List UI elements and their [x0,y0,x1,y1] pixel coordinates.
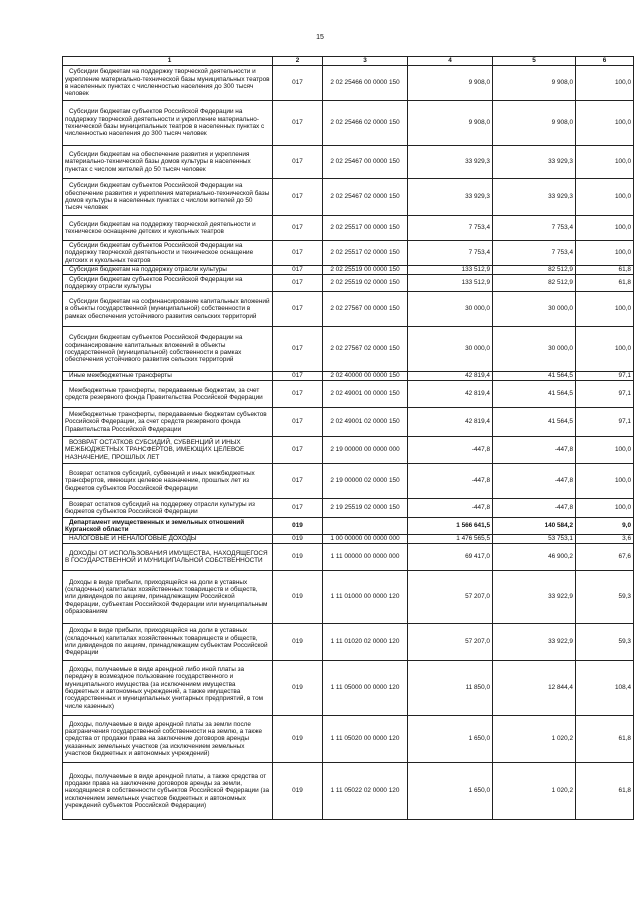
row-budget-code-cell: 2 02 27567 00 0000 150 [323,292,408,327]
row-admin-code-cell: 017 [273,327,323,372]
row-plan-cell: 30 000,0 [408,327,493,372]
row-plan-cell: 11 850,0 [408,661,493,716]
row-name-cell: Субсидии бюджетам на поддержку творческой деятельности и укрепление материально-технической базы муниципальных театров в населенных пунктах с численностью населения до 300 тысяч человек [63,66,273,101]
row-admin-code-cell: 017 [273,66,323,101]
row-admin-code-cell: 017 [273,241,323,266]
header-cell: 2 [273,57,323,66]
row-fact-cell: 30 000,0 [493,292,576,327]
row-plan-cell: 42 819,4 [408,381,493,408]
row-budget-code-cell: 1 00 00000 00 0000 000 [323,535,408,544]
table-row [63,464,634,499]
row-plan-cell: 133 512,9 [408,275,493,292]
row-fact-cell: 46 900,2 [493,544,576,571]
header-cell: 1 [63,57,273,66]
row-plan-cell: 1 476 565,5 [408,535,493,544]
row-fact-cell: 33 922,9 [493,624,576,661]
row-plan-cell: 57 207,0 [408,624,493,661]
row-plan-cell: -447,8 [408,437,493,464]
row-name-cell: Иные межбюджетные трансферты [63,372,273,381]
row-plan-cell: 33 929,3 [408,146,493,179]
row-name-cell: Субсидии бюджетам субъектов Российской Федерации на обеспечение развития и укрепления материально-технической базы домов культуры в населенных пунктах с числом жителей до 50 тысяч человек [63,179,273,216]
row-percent-cell: 61,8 [576,266,634,275]
table-row [63,179,634,216]
row-admin-code-cell: 019 [273,571,323,624]
row-plan-cell: -447,8 [408,464,493,499]
row-plan-cell: 7 753,4 [408,216,493,241]
row-name-cell: Доходы в виде прибыли, приходящейся на доли в уставных (складочных) капиталах хозяйственных товариществ и обществ, или дивидендов по акциям, принадлежащим Российской Федерации, субъектам Российской Федерации или муниципальным образованиям [63,571,273,624]
row-name-cell: Межбюджетные трансферты, передаваемые бюджетам субъектов Российской Федерации, за счет средств резервного фонда Правительства Российской Федерации [63,408,273,437]
row-admin-code-cell: 019 [273,544,323,571]
row-percent-cell: 3,6 [576,535,634,544]
row-plan-cell: 9 908,0 [408,66,493,101]
table-row [63,275,634,292]
row-fact-cell: 82 512,9 [493,266,576,275]
row-percent-cell: 59,3 [576,624,634,661]
row-budget-code-cell: 1 11 01020 02 0000 120 [323,624,408,661]
row-budget-code-cell: 2 19 25519 02 0000 150 [323,499,408,518]
row-fact-cell: 33 922,9 [493,571,576,624]
row-fact-cell: 7 753,4 [493,241,576,266]
table-row [63,661,634,716]
budget-table [62,56,634,820]
row-admin-code-cell: 017 [273,101,323,146]
header-cell: 6 [576,57,634,66]
row-name-cell: Доходы, получаемые в виде арендной платы за земли после разграничения государственной собственности на землю, а также средства от продажи права на заключение договоров аренды указанных земельных участков (за исключением земельных участков бюджетных и автономных учреждений) [63,716,273,763]
row-name-cell: ДОХОДЫ ОТ ИСПОЛЬЗОВАНИЯ ИМУЩЕСТВА, НАХОДЯЩЕГОСЯ В ГОСУДАРСТВЕННОЙ И МУНИЦИПАЛЬНОЙ СОБСТВЕННОСТИ [63,544,273,571]
row-percent-cell: 61,8 [576,763,634,820]
row-plan-cell: -447,8 [408,499,493,518]
row-budget-code-cell: 2 19 00000 02 0000 150 [323,464,408,499]
row-admin-code-cell: 019 [273,661,323,716]
table-row [63,372,634,381]
row-plan-cell: 9 908,0 [408,101,493,146]
row-fact-cell: -447,8 [493,499,576,518]
row-plan-cell: 1 650,0 [408,763,493,820]
row-budget-code-cell: 2 19 00000 00 0000 000 [323,437,408,464]
row-percent-cell: 100,0 [576,292,634,327]
row-plan-cell: 33 929,3 [408,179,493,216]
row-percent-cell: 100,0 [576,327,634,372]
page-number: 15 [316,34,324,41]
table-row [63,146,634,179]
row-name-cell: Субсидия бюджетам на поддержку отрасли культуры [63,266,273,275]
row-admin-code-cell: 019 [273,624,323,661]
row-budget-code-cell: 2 02 49001 00 0000 150 [323,381,408,408]
row-percent-cell: 97,1 [576,408,634,437]
row-plan-cell: 69 417,0 [408,544,493,571]
row-admin-code-cell: 019 [273,535,323,544]
table-row [63,241,634,266]
row-budget-code-cell: 1 11 05022 02 0000 120 [323,763,408,820]
row-admin-code-cell: 017 [273,266,323,275]
row-admin-code-cell: 017 [273,464,323,499]
row-admin-code-cell: 017 [273,292,323,327]
row-plan-cell: 7 753,4 [408,241,493,266]
row-fact-cell: 12 844,4 [493,661,576,716]
row-plan-cell: 42 819,4 [408,372,493,381]
row-budget-code-cell: 2 02 27567 02 0000 150 [323,327,408,372]
row-fact-cell: 33 929,3 [493,146,576,179]
row-admin-code-cell: 019 [273,763,323,820]
header-cell: 4 [408,57,493,66]
row-percent-cell: 100,0 [576,179,634,216]
table-row [63,544,634,571]
row-budget-code-cell: 1 11 01000 00 0000 120 [323,571,408,624]
row-name-cell: Субсидии бюджетам на обеспечение развития и укрепления материально-технической базы домов культуры в населенных пунктах с числом жителей до 50 тысяч человек [63,146,273,179]
row-fact-cell: 41 564,5 [493,381,576,408]
row-name-cell: Субсидии бюджетам на софинансирование капитальных вложений в объекты государственной (муниципальной) собственности в рамках обеспечения устойчивого развития сельских территорий [63,292,273,327]
table-row [63,518,634,535]
table-row [63,763,634,820]
row-budget-code-cell: 2 02 25519 02 0000 150 [323,275,408,292]
table-row [63,535,634,544]
table-row [63,101,634,146]
table-header-row [63,57,634,66]
row-percent-cell: 100,0 [576,146,634,179]
table-row [63,571,634,624]
row-budget-code-cell: 2 02 25466 02 0000 150 [323,101,408,146]
row-percent-cell: 100,0 [576,241,634,266]
row-fact-cell: 41 564,5 [493,408,576,437]
row-percent-cell: 100,0 [576,437,634,464]
row-percent-cell: 9,0 [576,518,634,535]
row-admin-code-cell: 017 [273,408,323,437]
row-fact-cell: 7 753,4 [493,216,576,241]
row-admin-code-cell: 017 [273,499,323,518]
table-row [63,716,634,763]
row-fact-cell: 1 020,2 [493,716,576,763]
row-percent-cell: 100,0 [576,464,634,499]
table-row [63,437,634,464]
row-name-cell: Субсидии бюджетам субъектов Российской Федерации на поддержку творческой деятельности и техническое оснащение детских и кукольных театров [63,241,273,266]
table-row [63,499,634,518]
row-fact-cell: 9 908,0 [493,101,576,146]
row-fact-cell: 53 753,1 [493,535,576,544]
row-name-cell: Субсидии бюджетам на поддержку творческой деятельности и техническое оснащение детских и кукольных театров [63,216,273,241]
table-row [63,381,634,408]
row-budget-code-cell: 1 11 00000 00 0000 000 [323,544,408,571]
row-percent-cell: 67,6 [576,544,634,571]
row-fact-cell: -447,8 [493,464,576,499]
row-fact-cell: 1 020,2 [493,763,576,820]
row-admin-code-cell: 017 [273,372,323,381]
row-plan-cell: 1 566 641,5 [408,518,493,535]
row-admin-code-cell: 019 [273,716,323,763]
row-admin-code-cell: 017 [273,146,323,179]
row-percent-cell: 61,8 [576,716,634,763]
row-fact-cell: 82 512,9 [493,275,576,292]
table-row [63,292,634,327]
row-percent-cell: 100,0 [576,101,634,146]
table-row [63,266,634,275]
row-fact-cell: 33 929,3 [493,179,576,216]
row-plan-cell: 133 512,9 [408,266,493,275]
row-fact-cell: 30 000,0 [493,327,576,372]
header-cell: 5 [493,57,576,66]
row-admin-code-cell: 017 [273,216,323,241]
row-name-cell: ВОЗВРАТ ОСТАТКОВ СУБСИДИЙ, СУБВЕНЦИЙ И ИНЫХ МЕЖБЮДЖЕТНЫХ ТРАНСФЕРТОВ, ИМЕЮЩИХ ЦЕЛЕВОЕ НАЗНАЧЕНИЕ, ПРОШЛЫХ ЛЕТ [63,437,273,464]
row-name-cell: Возврат остатков субсидий на поддержку отрасли культуры из бюджетов субъектов Российской Федерации [63,499,273,518]
header-cell: 3 [323,57,408,66]
row-admin-code-cell: 019 [273,518,323,535]
row-budget-code-cell: 1 11 05000 00 0000 120 [323,661,408,716]
row-name-cell: Доходы, получаемые в виде арендной либо иной платы за передачу в возмездное пользование государственного и муниципального имущества (за исключением имущества бюджетных и автономных учреждений, а также имущества государственных и муниципальных унитарных предприятий, в том числе казенных) [63,661,273,716]
row-name-cell: Субсидии бюджетам субъектов Российской Федерации на поддержку творческой деятельности и укрепление материально-технической базы муниципальных театров в населенных пунктах с численностью населения до 300 тысяч человек [63,101,273,146]
row-percent-cell: 100,0 [576,216,634,241]
row-name-cell: Департамент имущественных и земельных отношений Курганской области [63,518,273,535]
row-admin-code-cell: 017 [273,437,323,464]
table-row [63,624,634,661]
row-budget-code-cell: 1 11 05020 00 0000 120 [323,716,408,763]
row-fact-cell: -447,8 [493,437,576,464]
table-row [63,66,634,101]
row-budget-code-cell: 2 02 25467 02 0000 150 [323,179,408,216]
row-admin-code-cell: 017 [273,381,323,408]
row-name-cell: Субсидии бюджетам субъектов Российской Федерации на поддержку отрасли культуры [63,275,273,292]
row-name-cell: Межбюджетные трансферты, передаваемые бюджетам, за счет средств резервного фонда Правительства Российской Федерации [63,381,273,408]
row-budget-code-cell: 2 02 25517 02 0000 150 [323,241,408,266]
row-budget-code-cell: 2 02 25466 00 0000 150 [323,66,408,101]
row-budget-code-cell: 2 02 49001 02 0000 150 [323,408,408,437]
row-plan-cell: 42 819,4 [408,408,493,437]
row-percent-cell: 59,3 [576,571,634,624]
row-plan-cell: 57 207,0 [408,571,493,624]
row-plan-cell: 30 000,0 [408,292,493,327]
row-budget-code-cell: 2 02 40000 00 0000 150 [323,372,408,381]
row-name-cell: Субсидии бюджетам субъектов Российской Федерации на софинансирование капитальных вложений в объекты государственной (муниципальной) собственности в рамках обеспечения устойчивого развития сельских территорий [63,327,273,372]
row-name-cell: Доходы в виде прибыли, приходящейся на доли в уставных (складочных) капиталах хозяйственных товариществ и обществ, или дивидендов по акциям, принадлежащим субъектам Российской Федерации [63,624,273,661]
table-row [63,327,634,372]
table-row [63,408,634,437]
row-admin-code-cell: 017 [273,275,323,292]
row-fact-cell: 9 908,0 [493,66,576,101]
row-percent-cell: 61,8 [576,275,634,292]
row-fact-cell: 140 584,2 [493,518,576,535]
row-fact-cell: 41 564,5 [493,372,576,381]
row-budget-code-cell: 2 02 25467 00 0000 150 [323,146,408,179]
row-budget-code-cell [323,518,408,535]
row-name-cell: НАЛОГОВЫЕ И НЕНАЛОГОВЫЕ ДОХОДЫ [63,535,273,544]
row-budget-code-cell: 2 02 25519 00 0000 150 [323,266,408,275]
row-percent-cell: 100,0 [576,499,634,518]
row-percent-cell: 100,0 [576,66,634,101]
row-admin-code-cell: 017 [273,179,323,216]
row-name-cell: Доходы, получаемые в виде арендной платы, а также средства от продажи права на заключение договоров аренды за земли, находящиеся в собственности субъектов Российской Федерации (за исключением земельных участков бюджетных и автономных учреждений субъектов Российской Федерации) [63,763,273,820]
row-budget-code-cell: 2 02 25517 00 0000 150 [323,216,408,241]
row-percent-cell: 108,4 [576,661,634,716]
row-percent-cell: 97,1 [576,381,634,408]
row-name-cell: Возврат остатков субсидий, субвенций и иных межбюджетных трансфертов, имеющих целевое назначение, прошлых лет из бюджетов субъектов Российской Федерации [63,464,273,499]
row-percent-cell: 97,1 [576,372,634,381]
row-plan-cell: 1 650,0 [408,716,493,763]
table-row [63,216,634,241]
